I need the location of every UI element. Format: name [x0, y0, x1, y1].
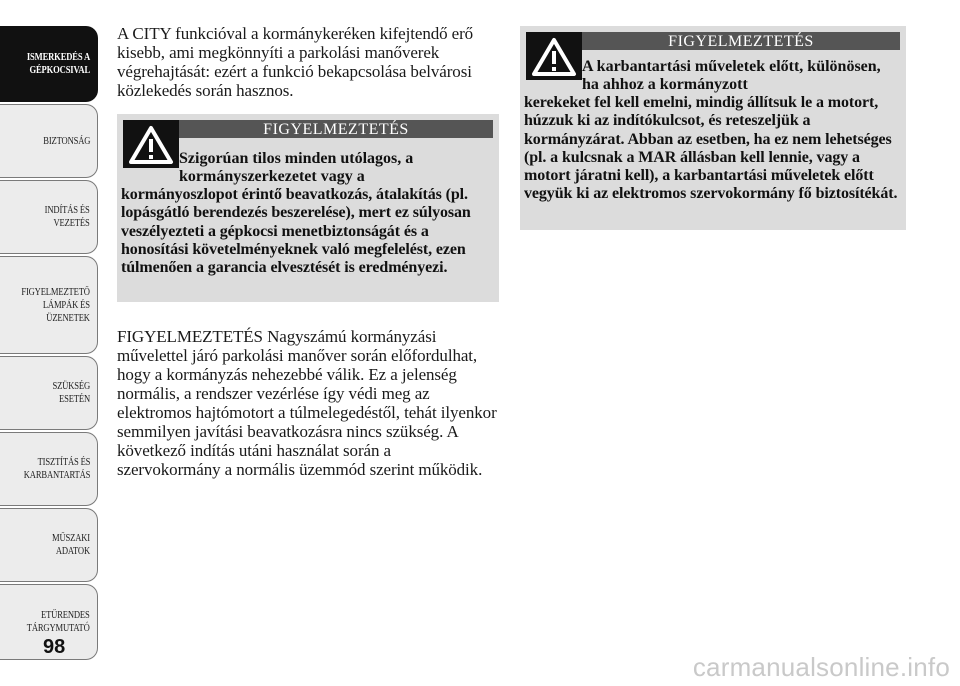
warning-box-maintenance: [520, 26, 906, 230]
warning-header: FIGYELMEZTETÉS: [179, 120, 493, 138]
warning-header: FIGYELMEZTETÉS: [582, 32, 900, 50]
tab-getting-to-know[interactable]: ISMERKEDÉS A GÉPKOCSIVAL: [0, 26, 98, 102]
warning-text-intro: A karbantartási műveletek előtt, különösen, ha ahhoz a kormányzott: [582, 58, 881, 94]
warning-text: kerekeket fel kell emelni, mindig állítsuk le a motort, húzzuk ki az indítókulcsot, és reteszeljük a kormányzárat. Abban az esetben, ha ez nem lehetséges (pl. a kulcsnak a MAR állásban kell lennie, vagy a motort járatni kell), a karbantartási műveletek előtt vegyük ki az elektromos szervokormány fő biztosítékát.: [524, 94, 898, 203]
tab-warning-lights[interactable]: FIGYELMEZTETŐ LÁMPÁK ÉS ÜZENETEK: [0, 256, 98, 354]
tab-maintenance[interactable]: TISZTÍTÁS ÉS KARBANTARTÁS: [0, 432, 98, 506]
tab-technical-data[interactable]: MŰSZAKI ADATOK: [0, 508, 98, 582]
tab-safety[interactable]: BIZTONSÁG: [0, 104, 98, 178]
warning-triangle-icon: [526, 32, 582, 80]
page-number: 98: [43, 636, 66, 658]
intro-paragraph: A CITY funkcióval a kormánykeréken kifejtendő erő kisebb, ami megkönnyíti a parkolási manőverek végrehajtását: ezért a funkció bekapcsolása belvárosi közlekedés során hasznos.: [117, 24, 474, 100]
warning-box-steering: [117, 114, 499, 302]
watermark: carmanualsonline.info: [692, 652, 950, 682]
tab-index[interactable]: ETŰRENDES TÁRGYMUTATÓ: [0, 584, 98, 660]
warning-triangle-icon: [123, 120, 179, 168]
tab-emergency[interactable]: SZÜKSÉG ESETÉN: [0, 356, 98, 430]
note-paragraph: FIGYELMEZTETÉS Nagyszámú kormányzási művelettel járó parkolási manőver során előfordulhat, hogy a kormányzás nehezebbé válik. Ez a jelenség normális, a rendszer vezérlése így védi meg az elektromos hajtómotort a túlmelegedéstől, tehát ilyenkor semmilyen javítási beavatkozásra nincs szükség. A következő indítás utáni használat során a szervokormány a normális üzemmód szerint működik.: [117, 327, 497, 479]
tab-starting-driving[interactable]: INDÍTÁS ÉS VEZETÉS: [0, 180, 98, 254]
warning-text: kormányoszlopot érintő beavatkozás, átalakítás (pl. lopásgátló berendezés beszerelése), mert ez súlyosan veszélyezteti a gépkocsi menetbiztonságát és a honosítási követelményeknek való megfelelést, ezen túlmenően a garancia elvesztését is eredményezi.: [121, 186, 471, 277]
warning-text-intro: Szigorúan tilos minden utólagos, a kormányszerkezetet vagy a: [179, 150, 414, 186]
